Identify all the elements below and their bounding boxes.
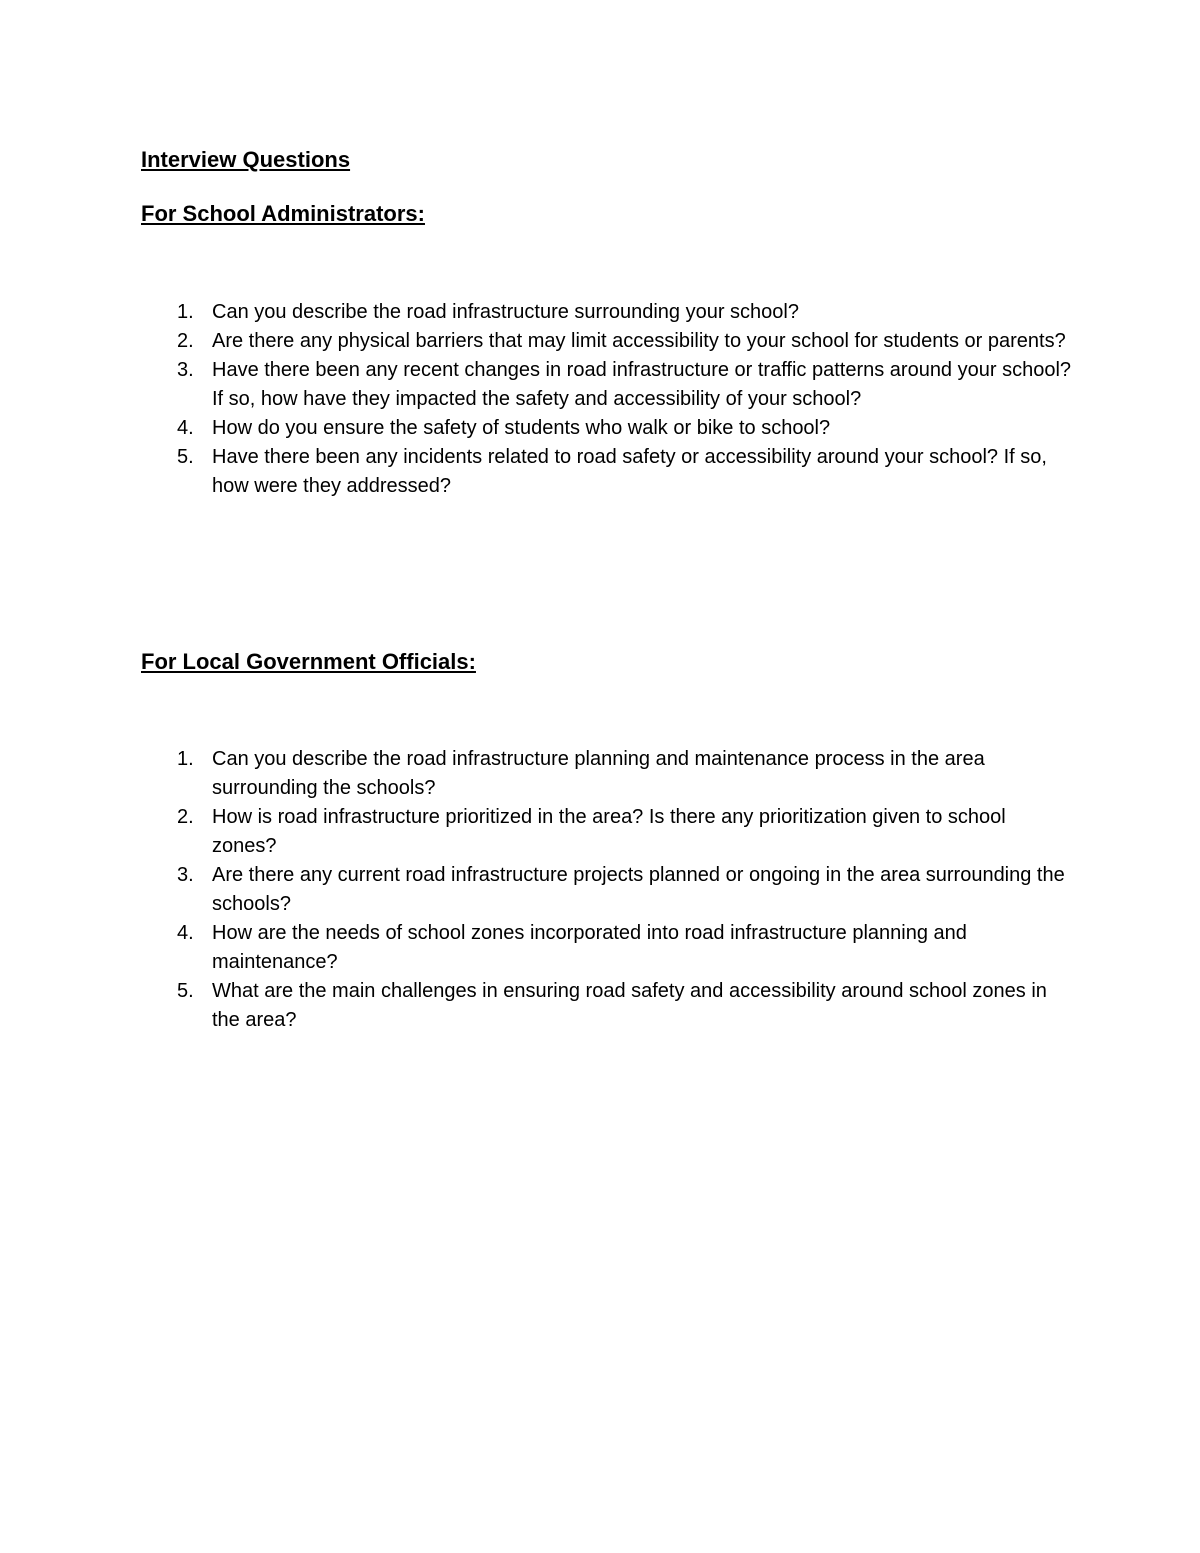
question-text: How do you ensure the safety of students who walk or bike to school? xyxy=(212,417,831,439)
question-item xyxy=(141,803,1071,861)
question-number: 5. xyxy=(177,980,194,1002)
question-text: Can you describe the road infrastructure surrounding your school? xyxy=(212,301,799,323)
question-item xyxy=(141,861,1071,919)
question-number: 3. xyxy=(177,359,194,381)
question-text: What are the main challenges in ensuring road safety and accessibility around school zones in the area? xyxy=(212,980,1047,1031)
question-item xyxy=(141,356,1071,414)
question-text: How is road infrastructure prioritized in the area? Is there any prioritization given to school zones? xyxy=(212,806,1006,857)
question-item xyxy=(141,919,1071,977)
question-list-school-administrators xyxy=(141,298,1071,501)
question-text: Are there any physical barriers that may limit accessibility to your school for students or parents? xyxy=(212,330,1066,352)
question-list-local-government-officials xyxy=(141,745,1071,1035)
question-number: 2. xyxy=(177,330,194,352)
question-number: 5. xyxy=(177,446,194,468)
question-number: 1. xyxy=(177,301,194,323)
question-text: Have there been any incidents related to road safety or accessibility around your school? If so, how were they addressed? xyxy=(212,446,1047,497)
question-number: 2. xyxy=(177,806,194,828)
section-heading-local-government-officials: For Local Government Officials: xyxy=(141,649,476,674)
question-number: 1. xyxy=(177,748,194,770)
question-text: How are the needs of school zones incorporated into road infrastructure planning and maintenance? xyxy=(212,922,967,973)
document-title: Interview Questions xyxy=(141,147,351,172)
question-text: Are there any current road infrastructure projects planned or ongoing in the area surrounding the schools? xyxy=(212,864,1065,915)
question-item xyxy=(141,977,1071,1035)
question-item xyxy=(141,327,1071,356)
question-item xyxy=(141,443,1071,501)
section-heading-school-administrators: For School Administrators: xyxy=(141,201,425,226)
question-text: Can you describe the road infrastructure planning and maintenance process in the area surrounding the schools? xyxy=(212,748,985,799)
question-number: 4. xyxy=(177,922,194,944)
question-item xyxy=(141,414,1071,443)
question-text: Have there been any recent changes in road infrastructure or traffic patterns around your school? If so, how have they impacted the safety and accessibility of your school? xyxy=(212,359,1072,410)
question-number: 4. xyxy=(177,417,194,439)
question-number: 3. xyxy=(177,864,194,886)
question-item xyxy=(141,745,1071,803)
question-item xyxy=(141,298,1071,327)
